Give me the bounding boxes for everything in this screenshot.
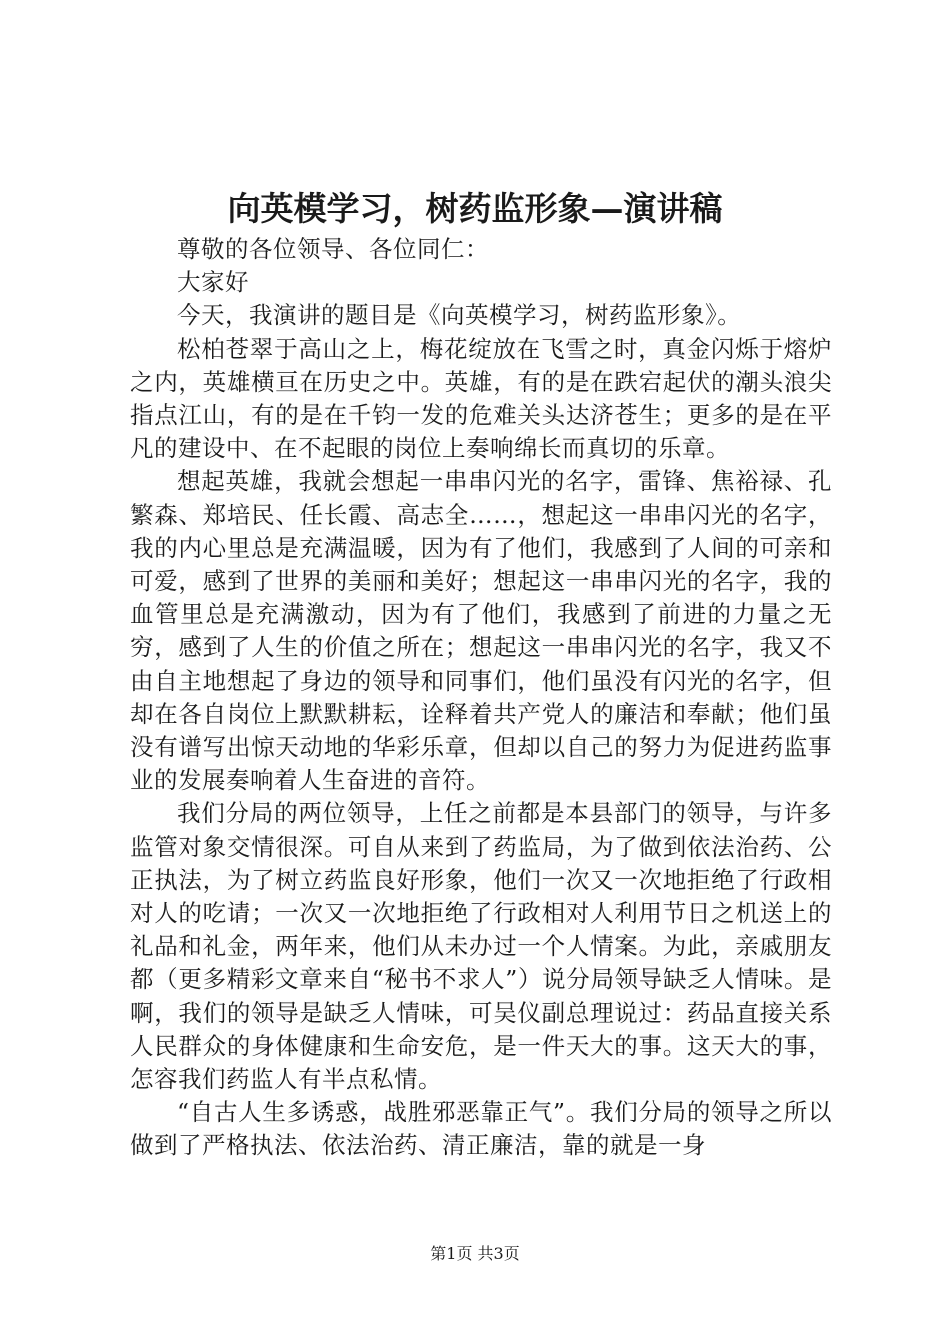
body-paragraph: 想起英雄，我就会想起一串串闪光的名字，雷锋、焦裕禄、孔繁森、郑培民、任长霞、高志全……，想起这一串串闪光的名字，我的内心里总是充满温暖，因为有了他们，我感到了人间的可亲和可爱，感到了世界的美丽和美好；想起这一串串闪光的名字，我的血管里总是充满激动，因为有了他们，我感到了前进的力量之无穷，感到了人生的价值之所在；想起这一串串闪光的名字，我又不由自主地想起了身边的领导和同事们，他们虽没有闪光的名字，但却在各自岗位上默默耕耘，诠释着共产党人的廉洁和奉献；他们虽没有谱写出惊天动地的华彩乐章，但却以自己的努力为促进药监事业的发展奏响着人生奋进的音符。 xyxy=(130,467,832,795)
page-footer: 第1页 共3页 xyxy=(430,1244,520,1263)
salutation-paragraph: 尊敬的各位领导、各位同仁： xyxy=(177,235,489,263)
body-paragraph: “自古人生多诱惑，战胜邪恶靠正气”。我们分局的领导之所以做到了严格执法、依法治药、清正廉洁，靠的就是一身 xyxy=(130,1098,832,1160)
body-paragraph: 松柏苍翠于高山之上，梅花绽放在飞雪之时，真金闪烁于熔炉之内，英雄横亘在历史之中。英雄，有的是在跌宕起伏的潮头浪尖指点江山，有的是在千钧一发的危难关头达济苍生；更多的是在平凡的建设中、在不起眼的岗位上奏响绵长而真切的乐章。 xyxy=(130,334,832,463)
document-title: 向英模学习，树药监形象—演讲稿 xyxy=(227,189,723,228)
document-body xyxy=(130,233,832,1163)
greeting-paragraph: 大家好 xyxy=(177,268,249,297)
topic-paragraph: 今天，我演讲的题目是《向英模学习，树药监形象》。 xyxy=(177,301,742,330)
body-paragraph: 我们分局的两位领导，上任之前都是本县部门的领导，与许多监管对象交情很深。可自从来到了药监局，为了做到依法治药、公正执法，为了树立药监良好形象，他们一次又一次地拒绝了行政相对人的吃请；一次又一次地拒绝了行政相对人利用节日之机送上的礼品和礼金，两年来，他们从未办过一个人情案。为此，亲戚朋友都（更多精彩文章来自“秘书不求人”）说分局领导缺乏人情味。是啊，我们的领导是缺乏人情味，可吴仪副总理说过：药品直接关系人民群众的身体健康和生命安危，是一件天大的事。这天大的事，怎容我们药监人有半点私情。 xyxy=(130,799,832,1094)
